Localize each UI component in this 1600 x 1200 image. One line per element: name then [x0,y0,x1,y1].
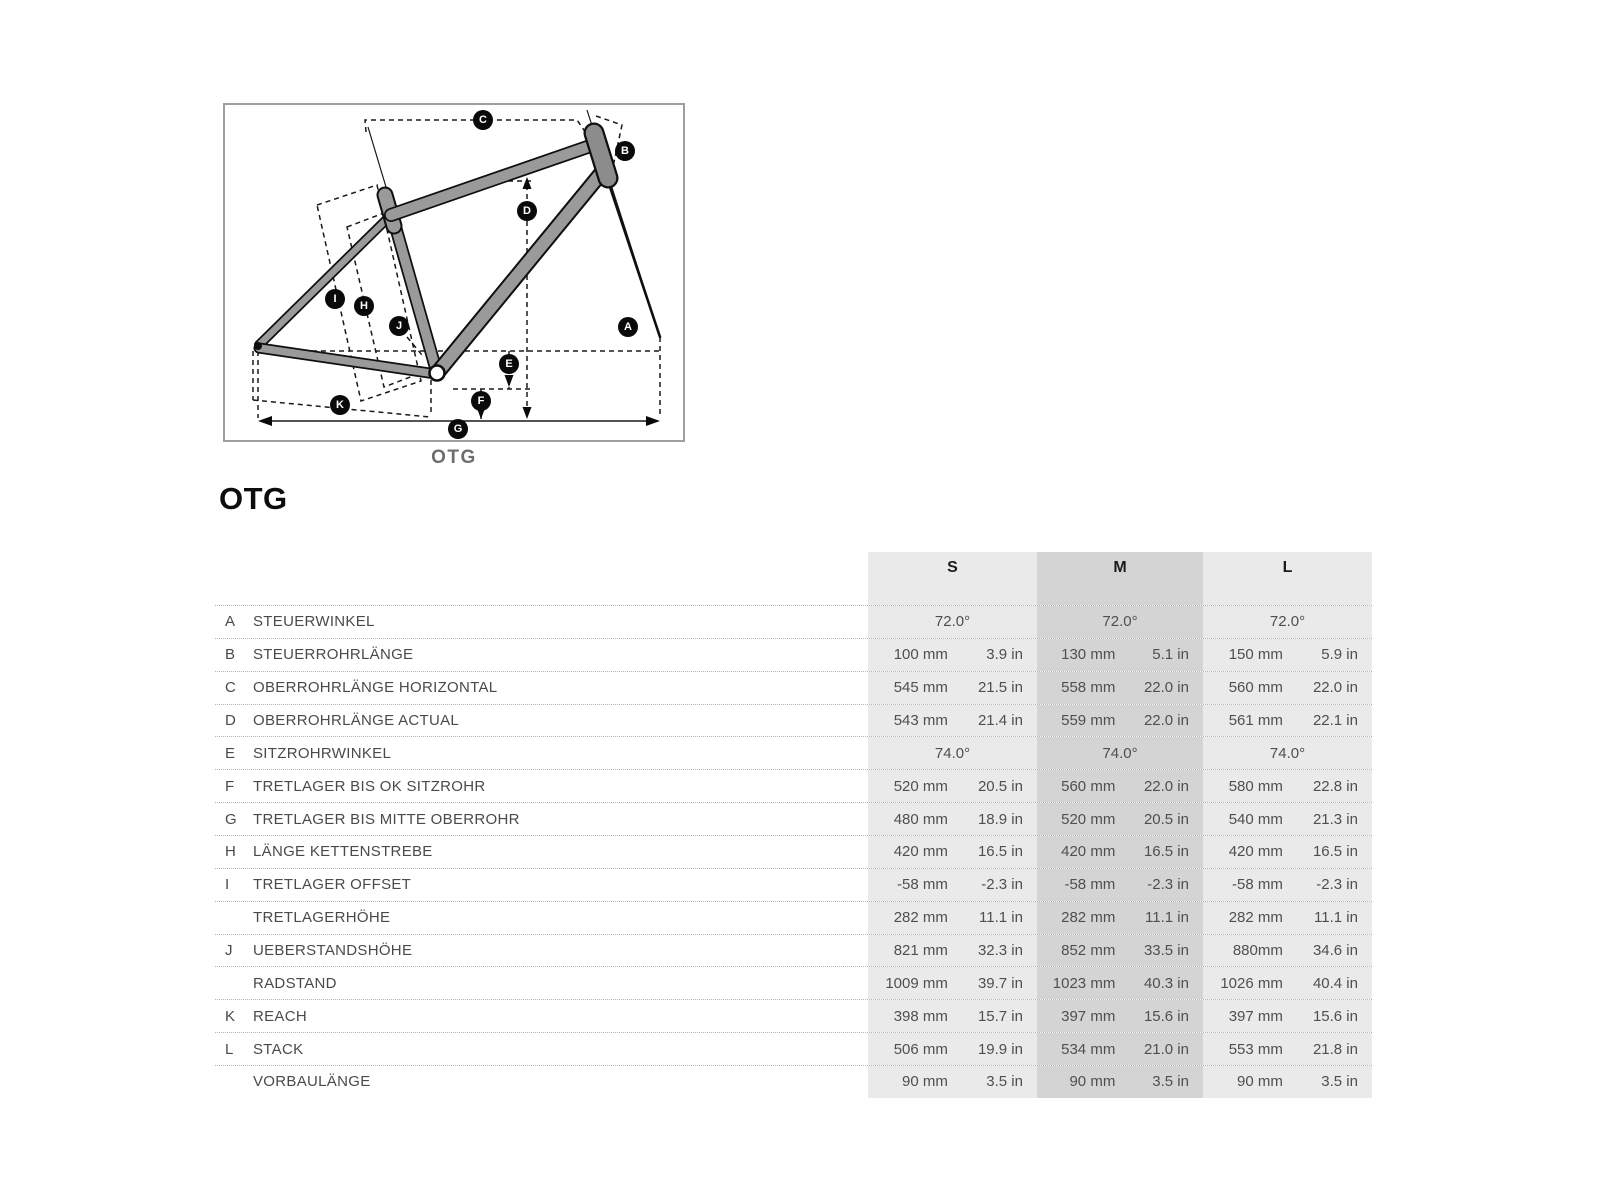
row-letter: E [225,744,236,762]
cell-m [1037,803,1203,835]
value-mm: -58 mm [1064,876,1116,894]
table-row [215,901,1372,934]
cell-m [1037,606,1203,638]
cell-m [1037,1033,1203,1065]
diagram-label-i: I [325,289,345,309]
table-row [215,704,1372,737]
row-label: STEUERROHRLÄNGE [253,646,414,664]
value-inches: 40.4 in [1312,974,1358,992]
value-degrees: 72.0° [1269,613,1306,631]
cell-s [868,1033,1037,1065]
value-mm: 561 mm [1228,712,1283,729]
value-mm: 540 mm [1228,810,1283,828]
cell-s [868,1000,1037,1032]
cell-l [1203,967,1372,999]
table-row [215,1032,1372,1065]
value-mm: 560 mm [1061,777,1116,795]
value-inches: -2.3 in [981,876,1023,894]
value-mm: 90 mm [1069,1073,1116,1091]
value-mm: 520 mm [893,777,948,795]
row-letter: G [225,810,237,828]
row-label: TRETLAGER BIS OK SITZROHR [253,777,486,795]
column-header-l: L [1203,552,1372,605]
diagram-label-d: D [517,201,537,221]
table-header [215,552,1372,605]
row-letter: B [225,646,236,664]
value-mm: 1023 mm [1052,974,1116,992]
value-inches: 3.5 in [986,1073,1023,1091]
value-inches: 16.5 in [977,843,1023,861]
value-inches: 34.6 in [1312,942,1358,960]
cell-m [1037,836,1203,868]
cell-s [868,737,1037,769]
row-letter: K [225,1007,236,1025]
value-mm: 534 mm [1061,1040,1116,1058]
value-mm: 398 mm [893,1007,948,1025]
column-header-s: S [868,552,1037,605]
value-inches: 21.0 in [1143,1040,1189,1058]
diagram-caption: OTG [431,447,477,468]
value-mm: 880mm [1232,942,1283,960]
value-mm: 420 mm [1228,843,1283,861]
row-letter [215,902,253,934]
row-label: STACK [253,1040,304,1058]
value-inches: 3.5 in [1152,1073,1189,1091]
value-inches: 16.5 in [1143,843,1189,861]
diagram-label-g: G [448,419,468,439]
cell-m [1037,869,1203,901]
value-mm: 852 mm [1061,942,1116,960]
row-letter: A [225,613,236,631]
diagram-label-b: B [615,141,635,161]
cell-s [868,770,1037,802]
table-row [215,868,1372,901]
value-inches: 15.6 in [1312,1007,1358,1025]
cell-s [868,705,1037,737]
bike-geometry-diagram [223,103,685,442]
value-inches: 39.7 in [977,974,1023,992]
value-mm: 282 mm [1061,909,1116,927]
value-inches: 11.1 in [1314,909,1358,927]
value-inches: -2.3 in [1316,876,1358,894]
cell-m [1037,737,1203,769]
value-inches: 5.1 in [1152,646,1189,664]
row-label: REACH [253,1007,308,1025]
table-row [215,999,1372,1032]
value-mm: 543 mm [893,712,948,729]
value-inches: 11.1 in [1145,909,1189,927]
value-inches: 3.5 in [1321,1073,1358,1091]
value-mm: 480 mm [893,810,948,828]
table-row [215,671,1372,704]
row-label: UEBERSTANDSHÖHE [253,942,413,960]
bike-frame-drawing [225,105,683,440]
value-inches: -2.3 in [1147,876,1189,894]
cell-s [868,935,1037,967]
value-inches: 18.9 in [977,810,1023,828]
value-mm: 397 mm [1061,1007,1116,1025]
row-label: LÄNGE KETTENSTREBE [253,843,433,861]
value-inches: 21.5 in [977,679,1023,697]
value-mm: 1026 mm [1220,974,1283,992]
value-degrees: 74.0° [1102,744,1138,762]
value-mm: 559 mm [1061,712,1116,729]
row-label: VORBAULÄNGE [253,1073,371,1091]
cell-m [1037,1000,1203,1032]
value-inches: 3.9 in [986,646,1023,664]
value-mm: 282 mm [893,909,948,927]
row-label: OBERROHRLÄNGE HORIZONTAL [253,679,498,697]
cell-l [1203,672,1372,704]
value-degrees: 74.0° [1269,744,1306,762]
value-degrees: 72.0° [934,613,971,631]
value-mm: 553 mm [1228,1040,1283,1058]
table-header-spacer [215,552,868,605]
diagram-label-j: J [389,316,409,336]
value-mm: -58 mm [897,876,948,894]
value-inches: 15.7 in [977,1007,1023,1025]
cell-s [868,803,1037,835]
value-mm: 90 mm [1237,1073,1283,1091]
row-letter [215,1066,253,1098]
value-mm: 545 mm [893,679,948,697]
cell-l [1203,902,1372,934]
value-inches: 22.0 in [1143,777,1189,795]
value-inches: 19.9 in [977,1040,1023,1058]
value-degrees: 74.0° [934,744,971,762]
cell-s [868,1066,1037,1098]
cell-m [1037,967,1203,999]
diagram-label-e: E [499,354,519,374]
table-row [215,1065,1372,1098]
cell-l [1203,705,1372,737]
value-inches: 40.3 in [1143,974,1189,992]
value-mm: 520 mm [1061,810,1116,828]
cell-s [868,606,1037,638]
value-mm: 506 mm [893,1040,948,1058]
value-mm: 130 mm [1061,646,1116,664]
row-letter: H [225,843,237,861]
value-mm: 558 mm [1061,679,1116,697]
cell-s [868,869,1037,901]
row-letter: L [225,1040,234,1058]
row-label: STEUERWINKEL [253,613,375,631]
value-inches: 20.5 in [1143,810,1189,828]
value-mm: 282 mm [1228,909,1283,927]
cell-s [868,672,1037,704]
table-row [215,769,1372,802]
cell-l [1203,935,1372,967]
row-letter: I [225,876,230,894]
value-mm: 397 mm [1228,1007,1283,1025]
row-label: TRETLAGER OFFSET [253,876,412,894]
value-inches: 22.8 in [1312,777,1358,795]
value-inches: 22.1 in [1312,712,1358,729]
diagram-label-k: K [330,395,350,415]
table-row [215,638,1372,671]
cell-s [868,639,1037,671]
cell-l [1203,1000,1372,1032]
cell-s [868,836,1037,868]
cell-l [1203,639,1372,671]
column-header-m: M [1037,552,1203,605]
row-letter: F [225,777,235,795]
cell-s [868,967,1037,999]
value-inches: 22.0 in [1143,712,1189,729]
value-mm: 100 mm [893,646,948,664]
diagram-label-a: A [618,317,638,337]
value-inches: 16.5 in [1312,843,1358,861]
cell-l [1203,606,1372,638]
value-inches: 20.5 in [977,777,1023,795]
cell-l [1203,737,1372,769]
row-letter: D [225,712,237,729]
value-inches: 11.1 in [979,909,1023,927]
cell-m [1037,705,1203,737]
diagram-label-f: F [471,391,491,411]
value-mm: 821 mm [893,942,948,960]
value-inches: 33.5 in [1143,942,1189,960]
cell-l [1203,770,1372,802]
cell-l [1203,1066,1372,1098]
row-label: OBERROHRLÄNGE ACTUAL [253,712,460,729]
value-inches: 21.4 in [977,712,1023,729]
cell-m [1037,1066,1203,1098]
diagram-label-c: C [473,110,493,130]
table-row [215,835,1372,868]
row-letter: C [225,679,237,697]
cell-m [1037,935,1203,967]
cell-m [1037,770,1203,802]
value-mm: -58 mm [1232,876,1283,894]
table-rows [215,605,1372,1098]
cell-m [1037,639,1203,671]
value-inches: 21.8 in [1312,1040,1358,1058]
value-inches: 22.0 in [1143,679,1189,697]
cell-l [1203,869,1372,901]
value-mm: 580 mm [1228,777,1283,795]
row-label: TRETLAGER BIS MITTE OBERROHR [253,810,520,828]
row-label: RADSTAND [253,974,337,992]
value-inches: 5.9 in [1321,646,1358,664]
dimension-arrowheads [258,177,660,426]
value-mm: 1009 mm [885,974,948,992]
table-row [215,802,1372,835]
geometry-table [215,552,1372,1098]
table-row [215,934,1372,967]
table-row [215,966,1372,999]
cell-l [1203,836,1372,868]
value-degrees: 72.0° [1102,613,1138,631]
value-mm: 150 mm [1228,646,1283,664]
cell-l [1203,803,1372,835]
value-mm: 420 mm [1061,843,1116,861]
table-row [215,605,1372,638]
row-letter: J [225,942,233,960]
value-inches: 32.3 in [977,942,1023,960]
cell-m [1037,672,1203,704]
page-title: OTG [219,481,288,516]
row-label: SITZROHRWINKEL [253,744,392,762]
diagram-label-h: H [354,296,374,316]
cell-s [868,902,1037,934]
table-row [215,736,1372,769]
row-letter [215,967,253,999]
value-mm: 420 mm [893,843,948,861]
cell-m [1037,902,1203,934]
value-inches: 21.3 in [1312,810,1358,828]
value-mm: 560 mm [1228,679,1283,697]
row-label: TRETLAGERHÖHE [253,909,391,927]
value-inches: 15.6 in [1143,1007,1189,1025]
value-mm: 90 mm [902,1073,948,1091]
frame-tubes [254,133,660,381]
value-inches: 22.0 in [1312,679,1358,697]
cell-l [1203,1033,1372,1065]
